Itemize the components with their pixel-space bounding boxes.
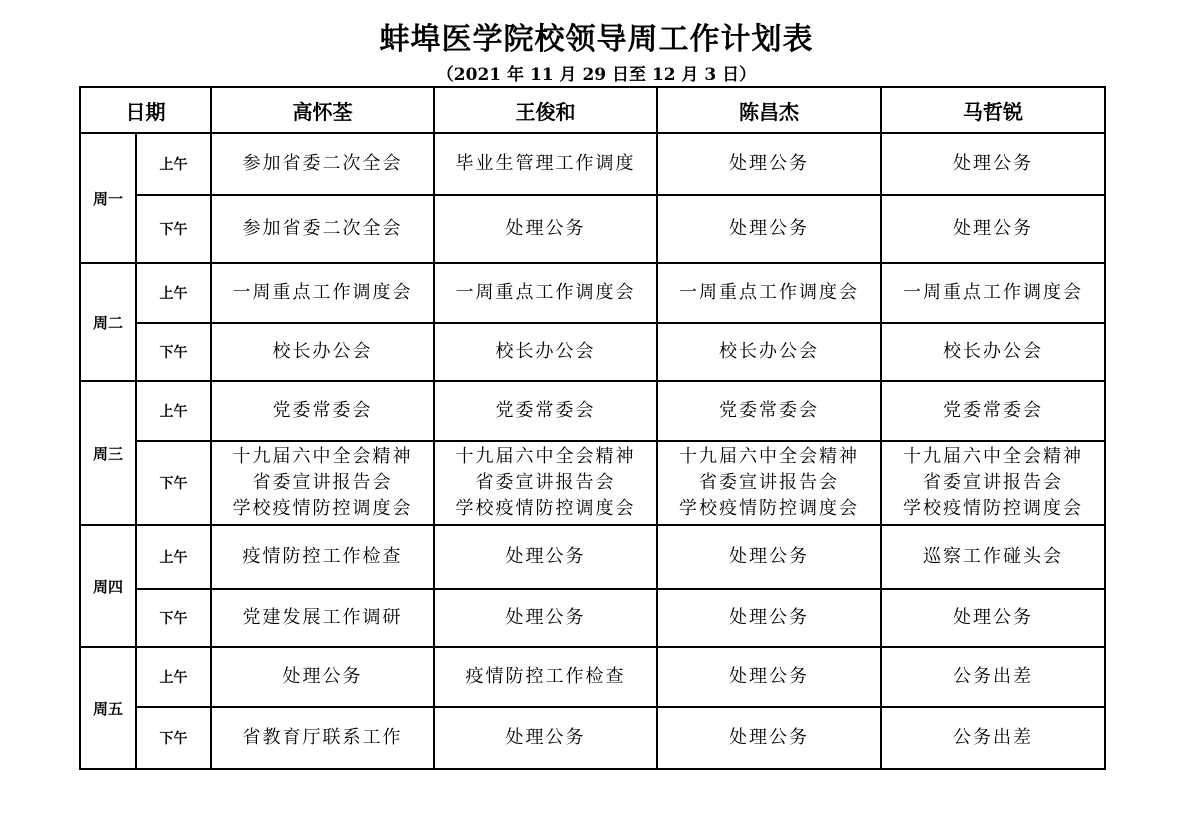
schedule-item: 校长办公会 bbox=[943, 341, 1043, 362]
morning-label: 上午 bbox=[136, 263, 211, 323]
schedule-item: 毕业生管理工作调度 bbox=[455, 153, 636, 174]
day-label: 周五 bbox=[80, 647, 136, 769]
schedule-cell bbox=[434, 195, 657, 263]
table-row bbox=[80, 707, 1105, 769]
schedule-item: 省委宣讲报告会 bbox=[699, 472, 839, 493]
schedule-item: 十九届六中全会精神 bbox=[903, 446, 1083, 467]
table-row bbox=[80, 589, 1105, 647]
schedule-cell bbox=[211, 707, 434, 769]
day-label: 周一 bbox=[80, 133, 136, 263]
schedule-item: 省教育厅联系工作 bbox=[242, 727, 403, 748]
page-title: 蚌埠医学院校领导周工作计划表 bbox=[379, 22, 814, 57]
day-label: 周三 bbox=[80, 381, 136, 525]
leader-header: 陈昌杰 bbox=[657, 87, 881, 133]
schedule-cell bbox=[657, 441, 881, 525]
table-row bbox=[80, 263, 1105, 323]
schedule-item: 学校疫情防控调度会 bbox=[232, 498, 413, 519]
morning-label: 上午 bbox=[136, 525, 211, 589]
schedule-item: 十九届六中全会精神 bbox=[232, 446, 413, 467]
schedule-cell bbox=[211, 263, 434, 323]
schedule-item: 公务出差 bbox=[953, 727, 1033, 748]
schedule-cell bbox=[434, 133, 657, 195]
leader-header: 马哲锐 bbox=[881, 87, 1105, 133]
schedule-cell bbox=[881, 195, 1105, 263]
schedule-cell bbox=[211, 647, 434, 707]
schedule-cell bbox=[657, 323, 881, 381]
schedule-item: 参加省委二次全会 bbox=[242, 218, 403, 239]
schedule-item: 处理公务 bbox=[953, 607, 1033, 628]
schedule-cell bbox=[434, 441, 657, 525]
schedule-cell bbox=[211, 195, 434, 263]
schedule-item: 参加省委二次全会 bbox=[242, 153, 403, 174]
table-row bbox=[80, 647, 1105, 707]
schedule-cell bbox=[434, 647, 657, 707]
morning-label: 上午 bbox=[136, 647, 211, 707]
schedule-item: 省委宣讲报告会 bbox=[252, 472, 393, 493]
schedule-cell bbox=[434, 707, 657, 769]
afternoon-label: 下午 bbox=[136, 195, 211, 263]
schedule-item: 校长办公会 bbox=[495, 341, 596, 362]
schedule-cell bbox=[211, 133, 434, 195]
schedule-item: 疫情防控工作检查 bbox=[242, 546, 403, 567]
schedule-body bbox=[80, 133, 1105, 769]
table-row bbox=[80, 525, 1105, 589]
schedule-cell bbox=[881, 707, 1105, 769]
header-row bbox=[80, 87, 1105, 133]
schedule-cell bbox=[657, 707, 881, 769]
schedule-cell bbox=[211, 381, 434, 441]
schedule-cell bbox=[434, 589, 657, 647]
schedule-item: 处理公务 bbox=[729, 666, 809, 687]
schedule-cell bbox=[881, 381, 1105, 441]
schedule-item: 处理公务 bbox=[505, 607, 586, 628]
schedule-item: 处理公务 bbox=[953, 153, 1033, 174]
schedule-cell bbox=[657, 133, 881, 195]
schedule-item: 党委常委会 bbox=[495, 400, 596, 421]
schedule-cell bbox=[434, 263, 657, 323]
schedule-item: 一周重点工作调度会 bbox=[232, 282, 413, 303]
schedule-item: 一周重点工作调度会 bbox=[679, 282, 859, 303]
schedule-item: 十九届六中全会精神 bbox=[679, 446, 859, 467]
afternoon-label: 下午 bbox=[136, 707, 211, 769]
table-row bbox=[80, 133, 1105, 195]
schedule-cell bbox=[657, 381, 881, 441]
schedule-item: 学校疫情防控调度会 bbox=[903, 498, 1083, 519]
afternoon-label: 下午 bbox=[136, 323, 211, 381]
schedule-cell bbox=[657, 195, 881, 263]
afternoon-label: 下午 bbox=[136, 441, 211, 525]
schedule-cell bbox=[211, 525, 434, 589]
schedule-cell bbox=[881, 589, 1105, 647]
schedule-item: 处理公务 bbox=[729, 546, 809, 567]
schedule-item: 处理公务 bbox=[953, 218, 1033, 239]
morning-label: 上午 bbox=[136, 133, 211, 195]
day-label: 周二 bbox=[80, 263, 136, 381]
schedule-cell bbox=[211, 323, 434, 381]
schedule-item: 一周重点工作调度会 bbox=[455, 282, 636, 303]
schedule-cell bbox=[657, 589, 881, 647]
schedule-item: 校长办公会 bbox=[272, 341, 373, 362]
schedule-table bbox=[79, 86, 1106, 770]
schedule-cell bbox=[434, 381, 657, 441]
schedule-item: 处理公务 bbox=[729, 727, 809, 748]
table-row bbox=[80, 381, 1105, 441]
schedule-item: 十九届六中全会精神 bbox=[455, 446, 636, 467]
schedule-item: 省委宣讲报告会 bbox=[923, 472, 1063, 493]
schedule-item: 处理公务 bbox=[505, 546, 586, 567]
schedule-item: 一周重点工作调度会 bbox=[903, 282, 1083, 303]
schedule-item: 党委常委会 bbox=[272, 400, 373, 421]
schedule-item: 处理公务 bbox=[505, 727, 586, 748]
schedule-cell bbox=[434, 525, 657, 589]
schedule-item: 巡察工作碰头会 bbox=[923, 546, 1063, 567]
table-row bbox=[80, 323, 1105, 381]
table-row bbox=[80, 441, 1105, 525]
schedule-cell bbox=[657, 647, 881, 707]
afternoon-label: 下午 bbox=[136, 589, 211, 647]
schedule-item: 学校疫情防控调度会 bbox=[455, 498, 636, 519]
schedule-cell bbox=[881, 647, 1105, 707]
schedule-item: 校长办公会 bbox=[719, 341, 819, 362]
date-column-header: 日期 bbox=[80, 87, 211, 133]
schedule-cell bbox=[881, 133, 1105, 195]
schedule-cell bbox=[881, 323, 1105, 381]
leader-header: 王俊和 bbox=[434, 87, 657, 133]
table-row bbox=[80, 195, 1105, 263]
morning-label: 上午 bbox=[136, 381, 211, 441]
schedule-item: 公务出差 bbox=[953, 666, 1033, 687]
schedule-cell bbox=[434, 323, 657, 381]
schedule-item: 处理公务 bbox=[505, 218, 586, 239]
schedule-item: 党建发展工作调研 bbox=[242, 607, 403, 628]
schedule-item: 疫情防控工作检查 bbox=[465, 666, 626, 687]
schedule-cell bbox=[881, 263, 1105, 323]
schedule-cell bbox=[657, 525, 881, 589]
schedule-item: 党委常委会 bbox=[943, 400, 1043, 421]
schedule-cell bbox=[211, 441, 434, 525]
schedule-item: 处理公务 bbox=[729, 153, 809, 174]
leader-header: 高怀荃 bbox=[211, 87, 434, 133]
schedule-item: 学校疫情防控调度会 bbox=[679, 498, 859, 519]
schedule-item: 省委宣讲报告会 bbox=[475, 472, 616, 493]
schedule-item: 处理公务 bbox=[729, 607, 809, 628]
date-range-subtitle: （2021 年 11 月 29 日至 12 月 3 日） bbox=[436, 65, 757, 85]
day-label: 周四 bbox=[80, 525, 136, 647]
schedule-item: 处理公务 bbox=[282, 666, 363, 687]
schedule-cell bbox=[657, 263, 881, 323]
schedule-cell bbox=[211, 589, 434, 647]
schedule-item: 党委常委会 bbox=[719, 400, 819, 421]
schedule-cell bbox=[881, 441, 1105, 525]
schedule-cell bbox=[881, 525, 1105, 589]
schedule-item: 处理公务 bbox=[729, 218, 809, 239]
